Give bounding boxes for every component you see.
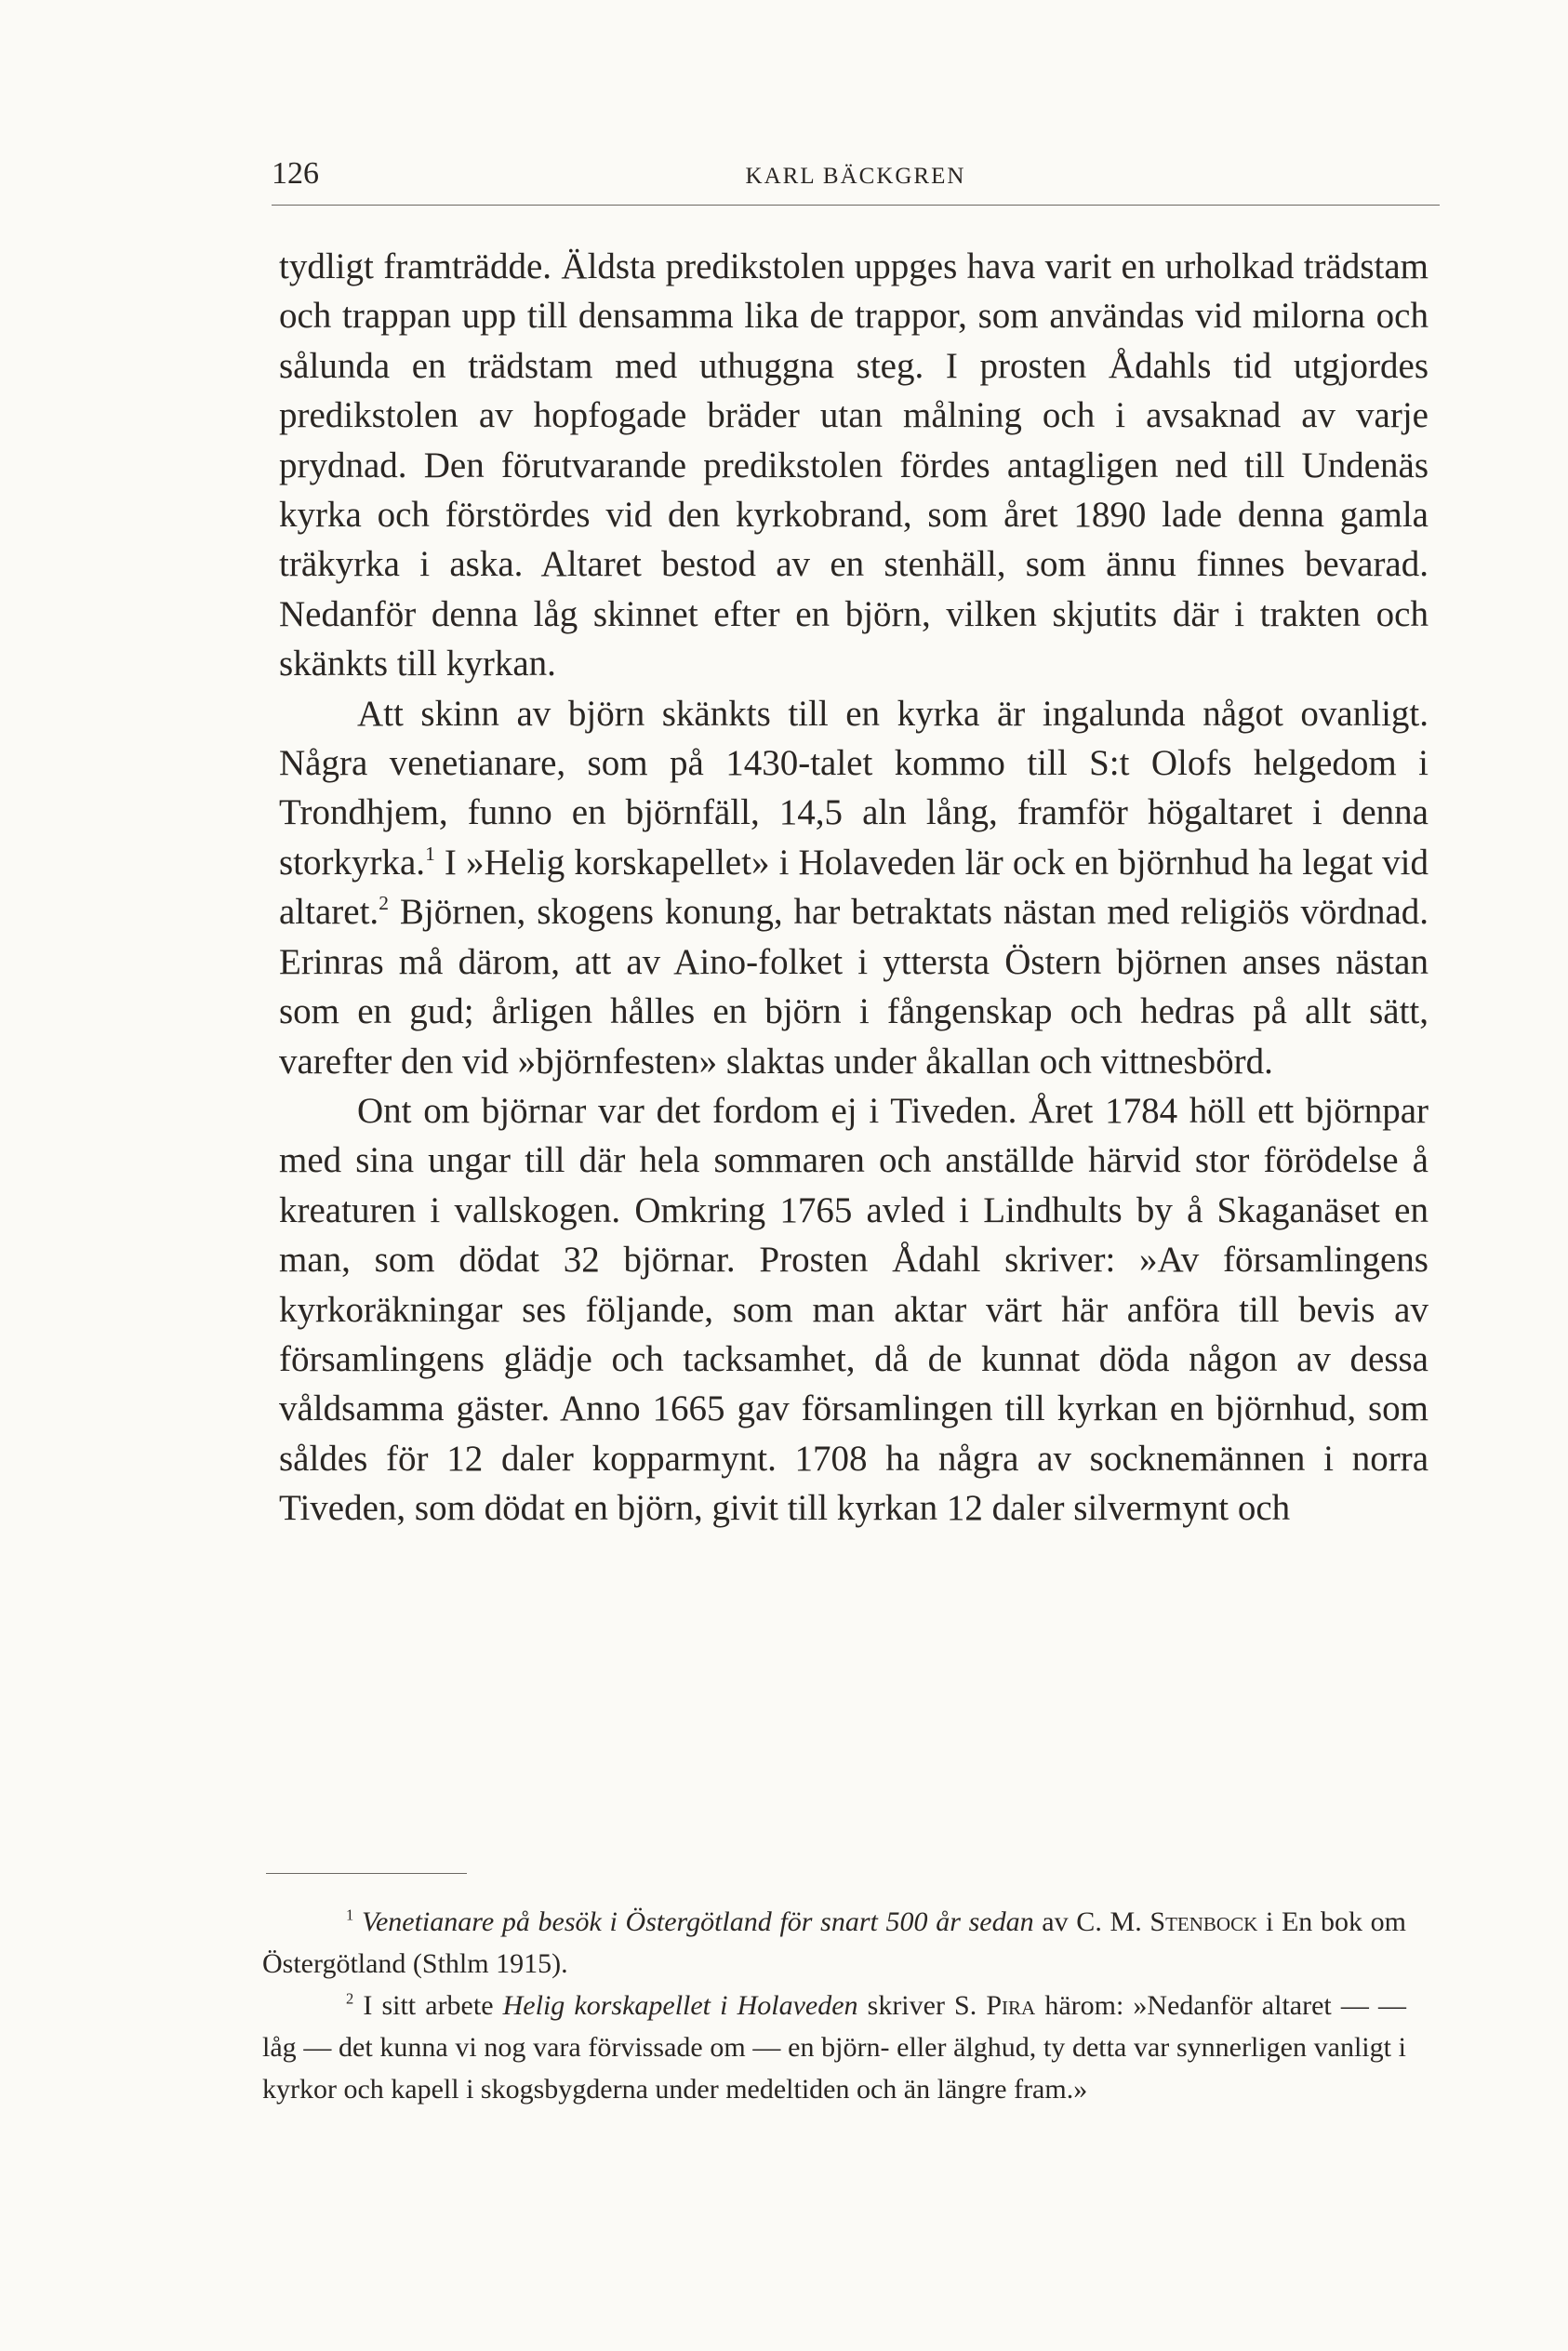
footnote-2-text-c: härom: »Nedanför altaret — — låg — det kunna vi nog vara förvissade om — en björn- eller älghud, ty detta var synnerligen vanligt i kyrkor och kapell i skogsbygderna under medeltiden och än längre fram.» <box>262 1990 1406 2105</box>
paragraph-3 <box>279 1086 1428 1534</box>
footnote-1-marker: 1 <box>346 1906 354 1924</box>
footnotes <box>262 1901 1406 2110</box>
footnote-1-author: Stenbock <box>1149 1906 1258 1937</box>
footnote-1-text-a: av C. M. <box>1033 1906 1150 1937</box>
footnote-1-title: Venetianare på besök i Östergötland för snart 500 år sedan <box>361 1906 1034 1937</box>
page-header <box>272 156 1440 206</box>
footnote-1-text-b: i En bok om Östergötland (Sthlm 1915). <box>262 1906 1407 1979</box>
footnote-2-author: Pira <box>986 1990 1036 2021</box>
paragraph-2 <box>279 689 1428 1086</box>
footnote-ref-2: 2 <box>379 892 389 915</box>
footnote-1 <box>262 1901 1406 1985</box>
paragraph-3-text: Ont om björnar var det fordom ej i Tiveden. Året 1784 höll ett björnpar med sina ungar till där hela sommaren och anställde härvid stor förödelse å kreaturen i vallskogen. Omkring 1765 avled i Lindhults by å Skaganäset en man, som dödat 32 björnar. Prosten Ådahl skriver: »Av församlingens kyrkoräkningar ses följande, som man aktar värt här anföra till bevis av församlingens glädje och tacksamhet, då de kunnat döda någon av dessa våldsamma gäster. Anno 1665 gav församlingen till kyrkan en björnhud, som såldes för 12 daler kopparmynt. 1708 ha några av socknemännen i norra Tiveden, som dödat en björn, givit till kyrkan 12 daler silvermynt och <box>279 1090 1428 1529</box>
running-head: KARL BÄCKGREN <box>745 164 966 189</box>
footnote-divider <box>266 1873 467 1874</box>
paragraph-2-text-a: Att skinn av björn skänkts till en kyrka är ingalunda något ovanligt. Några venetianare, som på 1430-talet kommo till S:t Olofs helgedom i Trondhjem, funno en björnfäll, 14,5 aln lång, framför högaltaret i denna storkyrka. <box>279 693 1428 883</box>
footnote-2 <box>262 1985 1406 2110</box>
footnote-2-title: Helig korskapellet i Holaveden <box>502 1990 858 2021</box>
page-number: 126 <box>272 156 319 191</box>
footnote-2-marker: 2 <box>346 1989 354 2008</box>
footnote-2-text-b: skriver S. <box>857 1990 987 2021</box>
body-text <box>279 242 1428 1534</box>
paragraph-2-text-c: Björnen, skogens konung, har betraktats nästan med religiös vördnad. Erinras må därom, att av Aino-folket i yttersta Östern björnen anses nästan som en gud; årligen hålles en björn i fångenskap och hedras på allt sätt, varefter den vid »björnfesten» slaktas under åkallan och vittnesbörd. <box>279 892 1428 1082</box>
footnote-2-text-a: I sitt arbete <box>353 1990 503 2021</box>
paragraph-1-text: tydligt framträdde. Äldsta predikstolen uppges hava varit en urholkad trädstam och trappan upp till densamma lika de trappor, som användas vid milorna och sålunda en trädstam med uthuggna steg. I prosten Ådahls tid utgjordes predikstolen av hopfogade bräder utan målning och i avsaknad av varje prydnad. Den förutvarande predikstolen fördes antagligen ned till Undenäs kyrka och förstördes vid den kyrkobrand, som året 1890 lade denna gamla träkyrka i aska. Altaret bestod av en stenhäll, som ännu finnes bevarad. Nedanför denna låg skinnet efter en björn, vilken skjutits där i trakten och skänkts till kyrkan. <box>279 246 1428 684</box>
paragraph-2-text-b: I »Helig korskapellet» i Holaveden lär ock en björnhud ha legat vid altaret. <box>279 842 1428 933</box>
paragraph-1 <box>279 242 1428 689</box>
footnote-ref-1: 1 <box>425 842 435 865</box>
